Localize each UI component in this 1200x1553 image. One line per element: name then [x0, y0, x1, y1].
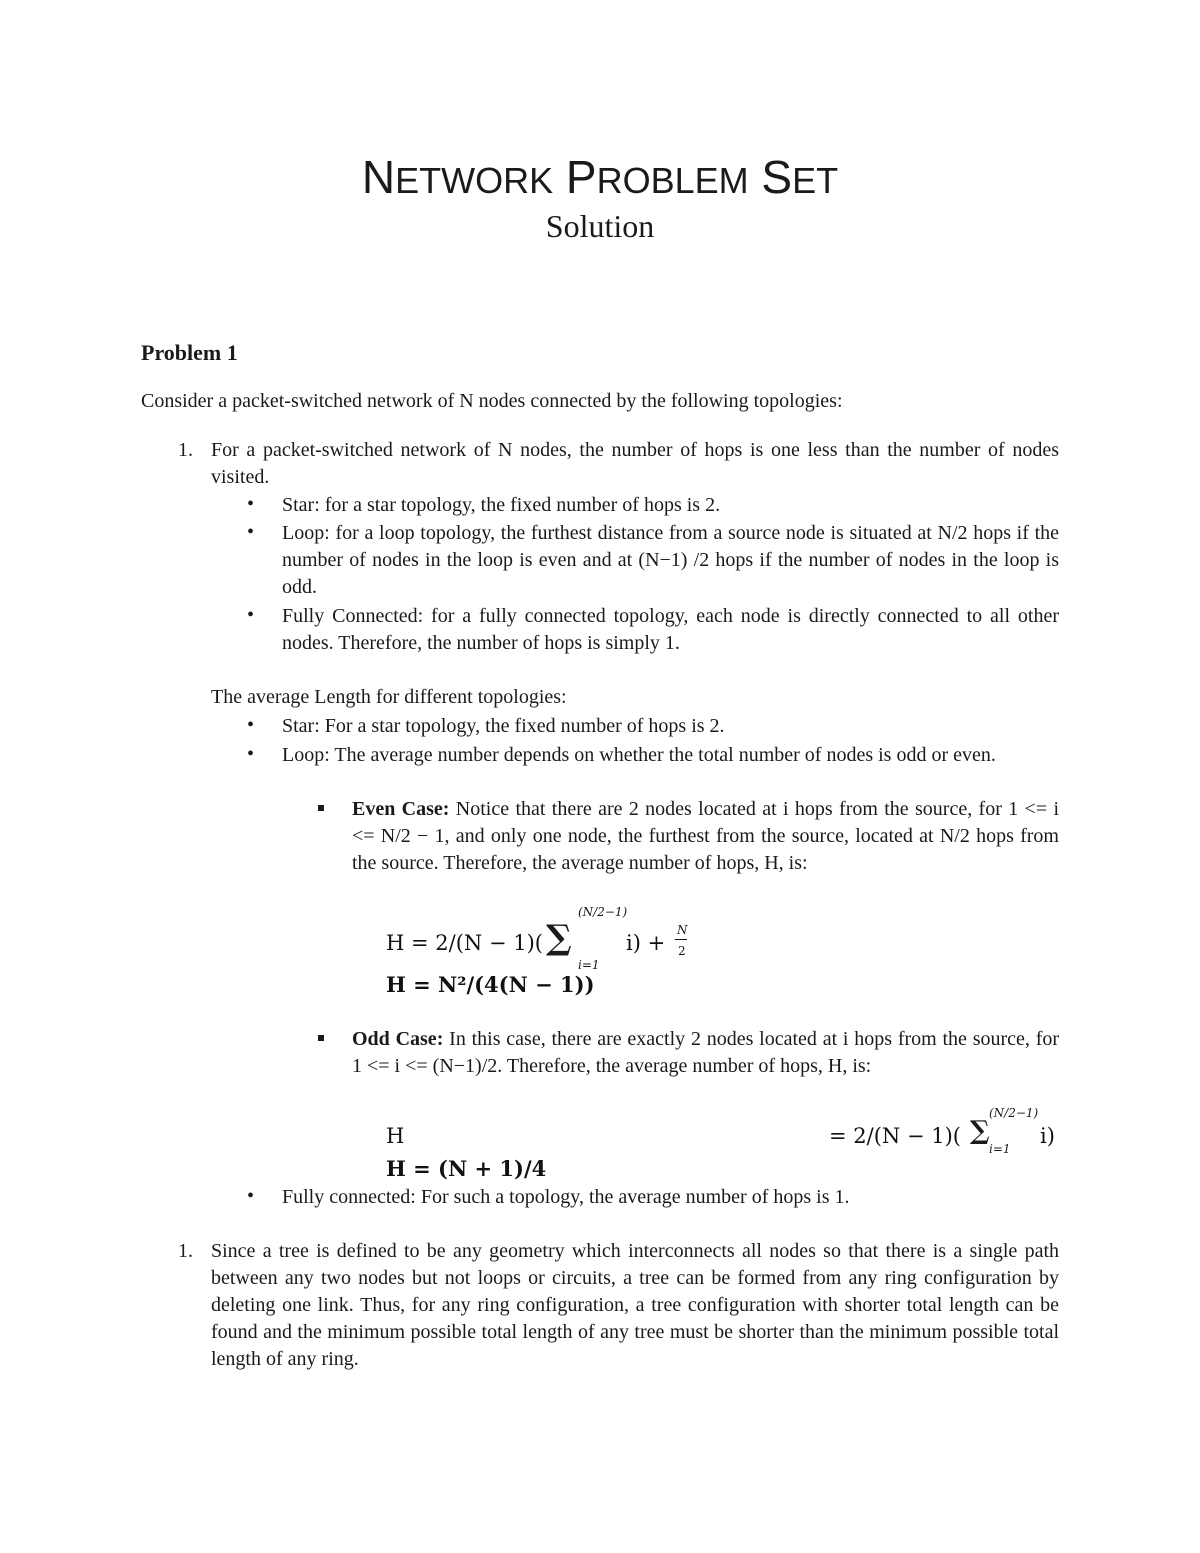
even-case-paragraph: [352, 796, 1059, 877]
average-fully-bullet: Fully connected: For such a topology, the average number of hops is 1.: [282, 1186, 850, 1208]
even-case-text: Notice that there are 2 nodes located at i hops from the source, for 1 <= i <= N/2 − 1, and only one node, the furthest from the source, located at N/2 hops from the source. Therefore, the average number of hops, H, is:: [352, 798, 1060, 874]
list-number: 1.: [178, 1240, 193, 1262]
bullet-dot: •: [247, 493, 255, 515]
odd-equation-1-tail: i): [1040, 1124, 1055, 1148]
sigma-symbol: ∑: [970, 1116, 990, 1146]
fraction-bar: [675, 939, 687, 940]
bullet-dot: •: [247, 521, 255, 543]
sigma-symbol: ∑: [546, 918, 572, 958]
title-word1-initial: N: [361, 151, 396, 203]
bullet-dot: •: [247, 604, 255, 626]
square-bullet: [318, 805, 324, 811]
odd-case-paragraph: [352, 1026, 1059, 1080]
item2-text: Since a tree is defined to be any geometry which interconnects all nodes so that there is a single path between any two nodes but not loops or circuits, a tree can be formed from any ring configuration by deleting one link. Thus, for any ring configuration, a tree configuration with shorter total length can be found and the minimum possible total length of any tree must be shorter than the minimum possible total length of any ring.: [211, 1240, 1059, 1370]
bullet-dot: •: [247, 743, 255, 765]
problem-heading: Problem 1: [141, 340, 238, 365]
odd-case-text: In this case, there are exactly 2 nodes located at i hops from the source, for 1 <= i <= (N−1)/2. Therefore, the average number of hops, H, is:: [352, 1028, 1060, 1077]
even-case-label: Even Case:: [352, 798, 450, 820]
square-bullet: [318, 1035, 324, 1041]
title-word3-rest: ET: [792, 160, 839, 201]
odd-case-label: Odd Case:: [352, 1028, 444, 1050]
fraction-denominator: 2: [678, 944, 686, 958]
document-subtitle: Solution: [545, 208, 655, 244]
even-sum-lower-limit: i=1: [578, 958, 600, 972]
title-word2-initial: P: [565, 151, 597, 203]
bullet-dot: •: [247, 714, 255, 736]
fraction-numerator: N: [677, 923, 688, 937]
title-word1-rest: ETWORK: [395, 160, 554, 201]
odd-sum-lower-limit: i=1: [989, 1142, 1011, 1156]
star-bullet: Star: for a star topology, the fixed number of hops is 2.: [282, 494, 721, 516]
average-intro: The average Length for different topologies:: [211, 686, 567, 708]
document-title: [0, 150, 1200, 204]
bullet-dot: •: [247, 1185, 255, 1207]
loop-bullet: Loop: for a loop topology, the furthest distance from a source node is situated at N/2 hops if the number of nodes in the loop is even and at (N−1) /2 hops if the number of nodes in the loop is odd.: [282, 522, 1059, 598]
odd-equation-2: H = (N + 1)/4: [386, 1156, 547, 1181]
even-equation-2: H = N²/(4(N − 1)): [386, 972, 595, 997]
item1-text: For a packet-switched network of N nodes, the number of hops is one less than the number of nodes visited.: [211, 439, 1059, 488]
intro-paragraph: Consider a packet-switched network of N nodes connected by the following topologies:: [141, 390, 843, 412]
title-word2-rest: ROBLEM: [596, 160, 749, 201]
title-word3-initial: S: [761, 151, 793, 203]
even-equation-1-left: H = 2/(N − 1)(: [386, 931, 543, 955]
odd-sum-upper-limit: (N/2−1): [989, 1106, 1039, 1120]
even-equation-1-right: i) +: [626, 931, 666, 955]
fully-connected-bullet: Fully Connected: for a fully connected topology, each node is directly connected to all other nodes. Therefore, the number of hops is simply 1.: [282, 605, 1059, 654]
even-sum-upper-limit: (N/2−1): [578, 905, 628, 919]
list-number: 1.: [178, 439, 193, 461]
average-loop-bullet: Loop: The average number depends on whether the total number of nodes is odd or even.: [282, 744, 996, 766]
odd-equation-1-left: H: [386, 1124, 405, 1148]
average-star-bullet: Star: For a star topology, the fixed number of hops is 2.: [282, 715, 725, 737]
odd-equation-1-right: = 2/(N − 1)(: [829, 1124, 961, 1148]
